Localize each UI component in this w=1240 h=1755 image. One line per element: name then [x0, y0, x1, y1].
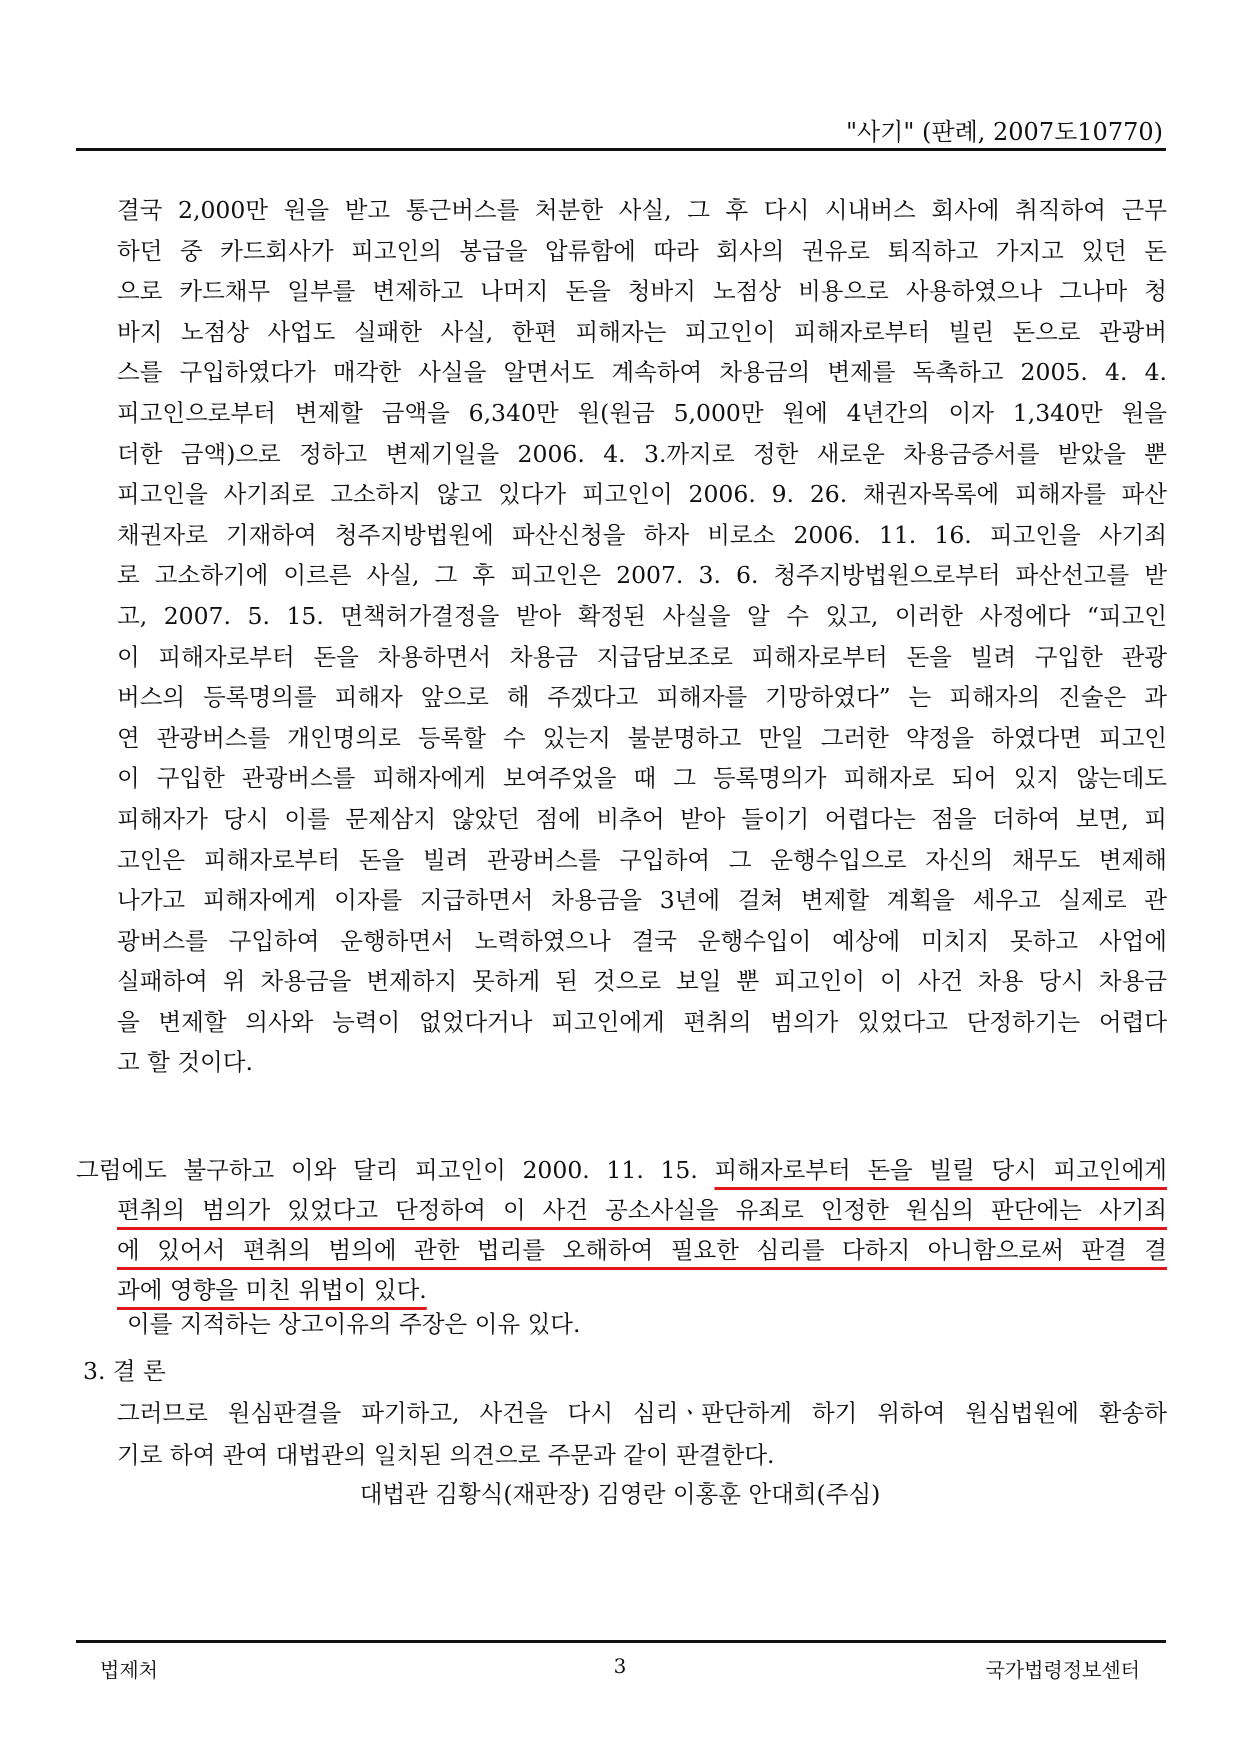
text-line: 더한 금액)으로 정하고 변제기일을 2006. 4. 3.까지로 정한 새로운 차용금증서를 받았을 뿐	[117, 439, 1167, 468]
text-line: 이 구입한 관광버스를 피해자에게 보여주었을 때 그 등록명의가 피해자로 되어 있지 않는데도	[117, 764, 1167, 793]
underlined-text: 피해자로부터 돈을 빌릴 당시 피고인에게	[714, 1156, 1167, 1184]
text-line: 버스의 등록명의를 피해자 앞으로 해 주겠다고 피해자를 기망하였다” 는 피해자의 진술은 과	[117, 683, 1167, 712]
paragraph-conclusion	[117, 1392, 1167, 1476]
justices-signature: 대법관 김황식(재판장) 김영란 이홍훈 안대희(주심)	[359, 1480, 881, 1508]
text-line: 피고인을 사기죄로 고소하지 않고 있다가 피고인이 2006. 9. 26. 채권자목록에 피해자를 파산	[117, 480, 1167, 509]
text-line: 스를 구입하였다가 매각한 사실을 알면서도 계속하여 차용금의 변제를 독촉하고 2005. 4. 4.	[117, 358, 1167, 387]
paragraph-facts	[117, 190, 1167, 1083]
underlined-text-line: 에 있어서 편취의 범의에 관한 법리를 오해하여 필요한 심리를 다하지 아니함으로써 판결 결	[117, 1236, 1167, 1264]
text-line: 나가고 피해자에게 이자를 지급하면서 차용금을 3년에 걸쳐 변제할 계획을 세우고 실제로 관	[117, 886, 1167, 915]
text-line: 그러므로 원심판결을 파기하고, 사건을 다시 심리ㆍ판단하게 하기 위하여 원심법원에 환송하	[117, 1399, 1167, 1427]
text-line: 결국 2,000만 원을 받고 통근버스를 처분한 사실, 그 후 다시 시내버스 회사에 취직하여 근무	[117, 196, 1167, 224]
section-heading-conclusion: 3. 결 론	[83, 1357, 166, 1385]
text-line: 고인은 피해자로부터 돈을 빌려 관광버스를 구입하여 그 운행수입으로 자신의 채무도 변제해	[117, 845, 1167, 874]
text-line: 고, 2007. 5. 15. 면책허가결정을 받아 확정된 사실을 알 수 있고, 이러한 사정에다 “피고인	[117, 601, 1167, 630]
text-line: 실패하여 위 차용금을 변제하지 못하게 된 것으로 보일 뿐 피고인이 이 사건 차용 당시 차용금	[117, 967, 1167, 996]
header-divider	[76, 148, 1166, 151]
text-line: 피해자가 당시 이를 문제삼지 않았던 점에 비추어 받아 들이기 어렵다는 점을 더하여 보면, 피	[117, 804, 1167, 833]
text-line: 바지 노점상 사업도 실패한 사실, 한편 피해자는 피고인이 피해자로부터 빌린 돈으로 관광버	[117, 317, 1167, 346]
text-line	[76, 1150, 1167, 1190]
underlined-text: 과에 영향을 미친 위법이 있다.	[117, 1276, 427, 1304]
text-line	[117, 1270, 1167, 1310]
page-number: 3	[613, 1654, 627, 1678]
text-line: 광버스를 구입하여 운행하면서 노력하였으나 결국 운행수입이 예상에 미치지 못하고 사업에	[117, 926, 1167, 955]
text-line: 로 고소하기에 이르른 사실, 그 후 피고인은 2007. 3. 6. 청주지방법원으로부터 파산선고를 받	[117, 561, 1167, 590]
text-line: 고 할 것이다.	[117, 1048, 253, 1077]
paragraph-appeal-reason: 이를 지적하는 상고이유의 주장은 이유 있다.	[127, 1310, 581, 1338]
text-line: 연 관광버스를 개인명의로 등록할 수 있는지 불분명하고 만일 그러한 약정을 하였다면 피고인	[117, 723, 1167, 752]
text-line: 을 변제할 의사와 능력이 없었다거나 피고인에게 편취의 범의가 있었다고 단정하기는 어렵다	[117, 1007, 1167, 1036]
document-header-title: "사기" (판례, 2007도10770)	[845, 118, 1163, 146]
underlined-text-line: 편취의 범의가 있었다고 단정하여 이 사건 공소사실을 유죄로 인정한 원심의 판단에는 사기죄	[117, 1196, 1167, 1224]
text-line: 기로 하여 관여 대법관의 일치된 의견으로 주문과 같이 판결한다.	[117, 1441, 775, 1469]
footer-publisher: 법제처	[100, 1658, 158, 1682]
text-line: 채권자로 기재하여 청주지방법원에 파산신청을 하자 비로소 2006. 11. 16. 피고인을 사기죄	[117, 520, 1167, 549]
footer-source: 국가법령정보센터	[985, 1658, 1140, 1682]
text-line: 이 피해자로부터 돈을 차용하면서 차용금 지급담보조로 피해자로부터 돈을 빌려 구입한 관광	[117, 642, 1167, 671]
footer-divider	[76, 1640, 1166, 1643]
paragraph-judgment-error	[76, 1150, 1167, 1310]
plain-text: 그럼에도 불구하고 이와 달리 피고인이 2000. 11. 15.	[76, 1156, 715, 1184]
text-line: 으로 카드채무 일부를 변제하고 나머지 돈을 청바지 노점상 비용으로 사용하였으나 그나마 청	[117, 277, 1167, 306]
text-line: 피고인으로부터 변제할 금액을 6,340만 원(원금 5,000만 원에 4년간의 이자 1,340만 원을	[117, 398, 1167, 427]
text-line: 하던 중 카드회사가 피고인의 봉급을 압류함에 따라 회사의 권유로 퇴직하고 가지고 있던 돈	[117, 236, 1167, 265]
